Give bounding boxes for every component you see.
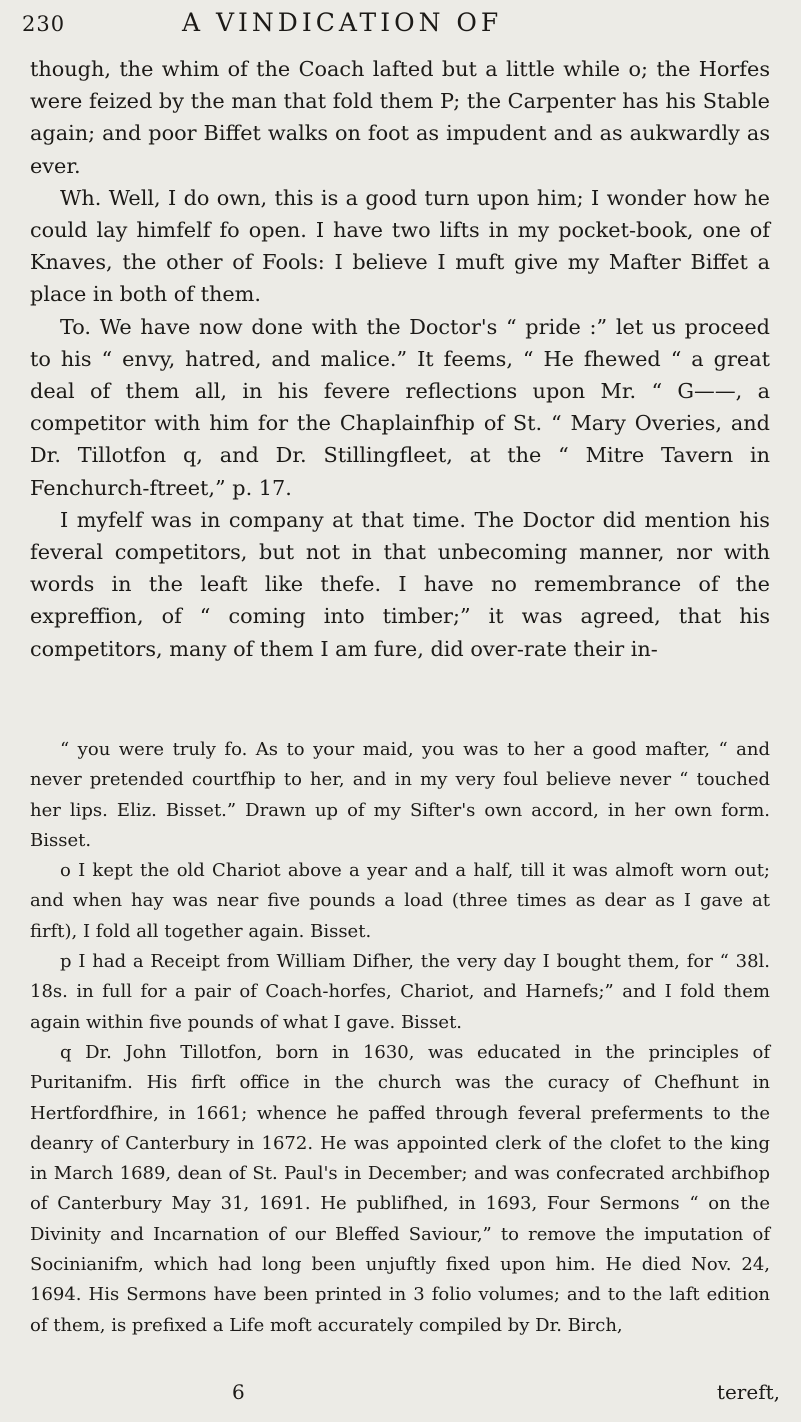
footnote: q Dr. John Tillotfon, born in 1630, was educated in the principles of Puritanifm. His firft office in the church was the curacy of Chefhunt in Hertfordfhire, in 1661; whence he paffed through feveral preferments to the deanry of Canterbury in 1672. He was appointed clerk of the clofet to the king in March 1689, dean of St. Paul's in December; and was confecrated archbifhop of Canterbury May 31, 1691. He publifhed, in 1693, Four Sermons “ on the Divinity and Incarnation of our Bleffed Saviour,” to remove the imputation of Socinianifm, which had long been unjuftly fixed upon him. He died Nov. 24, 1694. His Sermons have been printed in 3 folio volumes; and to the laft edition of them, is prefixed a Life moft accurately compiled by Dr. Birch, — [30, 1041, 770, 1336]
footnotes — [30, 735, 770, 1341]
main-text — [30, 53, 770, 665]
main-paragraph: I myfelf was in company at that time. The Doctor did mention his feveral competitors, but not in that unbecoming manner, nor with words in the leaft like thefe. I have no remembrance of the expreffion, of “ coming into timber;” it was agreed, that his competitors, many of them I am fure, did over-rate their in- — [30, 507, 770, 661]
catchword: tereft, — [716, 1380, 780, 1404]
page-footer — [22, 1380, 782, 1410]
main-paragraph: To. We have now done with the Doctor's “ pride :” let us proceed to his “ envy, hatred, and malice.” It feems, “ He fhewed “ a great deal of them all, in his fevere reflections upon Mr. “ G——, a competitor with him for the Chaplainfhip of St. “ Mary Overies, and Dr. Tillotfon q, and Dr. Stillingfleet, at the “ Mitre Tavern in Fenchurch-ftreet,” p. 17. — [30, 314, 770, 500]
main-paragraph: Wh. Well, I do own, this is a good turn upon him; I wonder how he could lay himfelf fo open. I have two lifts in my pocket-book, one of Knaves, the other of Fools: I believe I muft give my Mafter Biffet a place in both of them. — [30, 185, 770, 307]
page-number: 230 — [22, 12, 66, 36]
footnote: “ you were truly fo. As to your maid, you was to her a good mafter, “ and never pretended courtfhip to her, and in my very foul believe never “ touched her lips. Eliz. Bisset.” Drawn up of my Sifter's own accord, in her own form. Bisset. — [30, 739, 770, 851]
main-paragraph: though, the whim of the Coach lafted but a little while o; the Horfes were feized by the man that fold them P; the Carpenter has his Stable again; and poor Biffet walks on foot as impudent and as aukwardly as ever. — [30, 57, 770, 178]
footnote: o I kept the old Chariot above a year and a half, till it was almoft worn out; and when hay was near five pounds a load (three times as dear as I gave at firft), I fold all together again. Bisset. — [30, 860, 770, 942]
footnote: p I had a Receipt from William Difher, the very day I bought them, for “ 38l. 18s. in full for a pair of Coach-horfes, Chariot, and Harnefs;” and I fold them again within five pounds of what I gave. Bisset. — [30, 951, 770, 1033]
running-head: A VINDICATION OF — [182, 8, 503, 37]
page-header — [22, 8, 782, 46]
signature-mark: 6 — [232, 1380, 245, 1404]
